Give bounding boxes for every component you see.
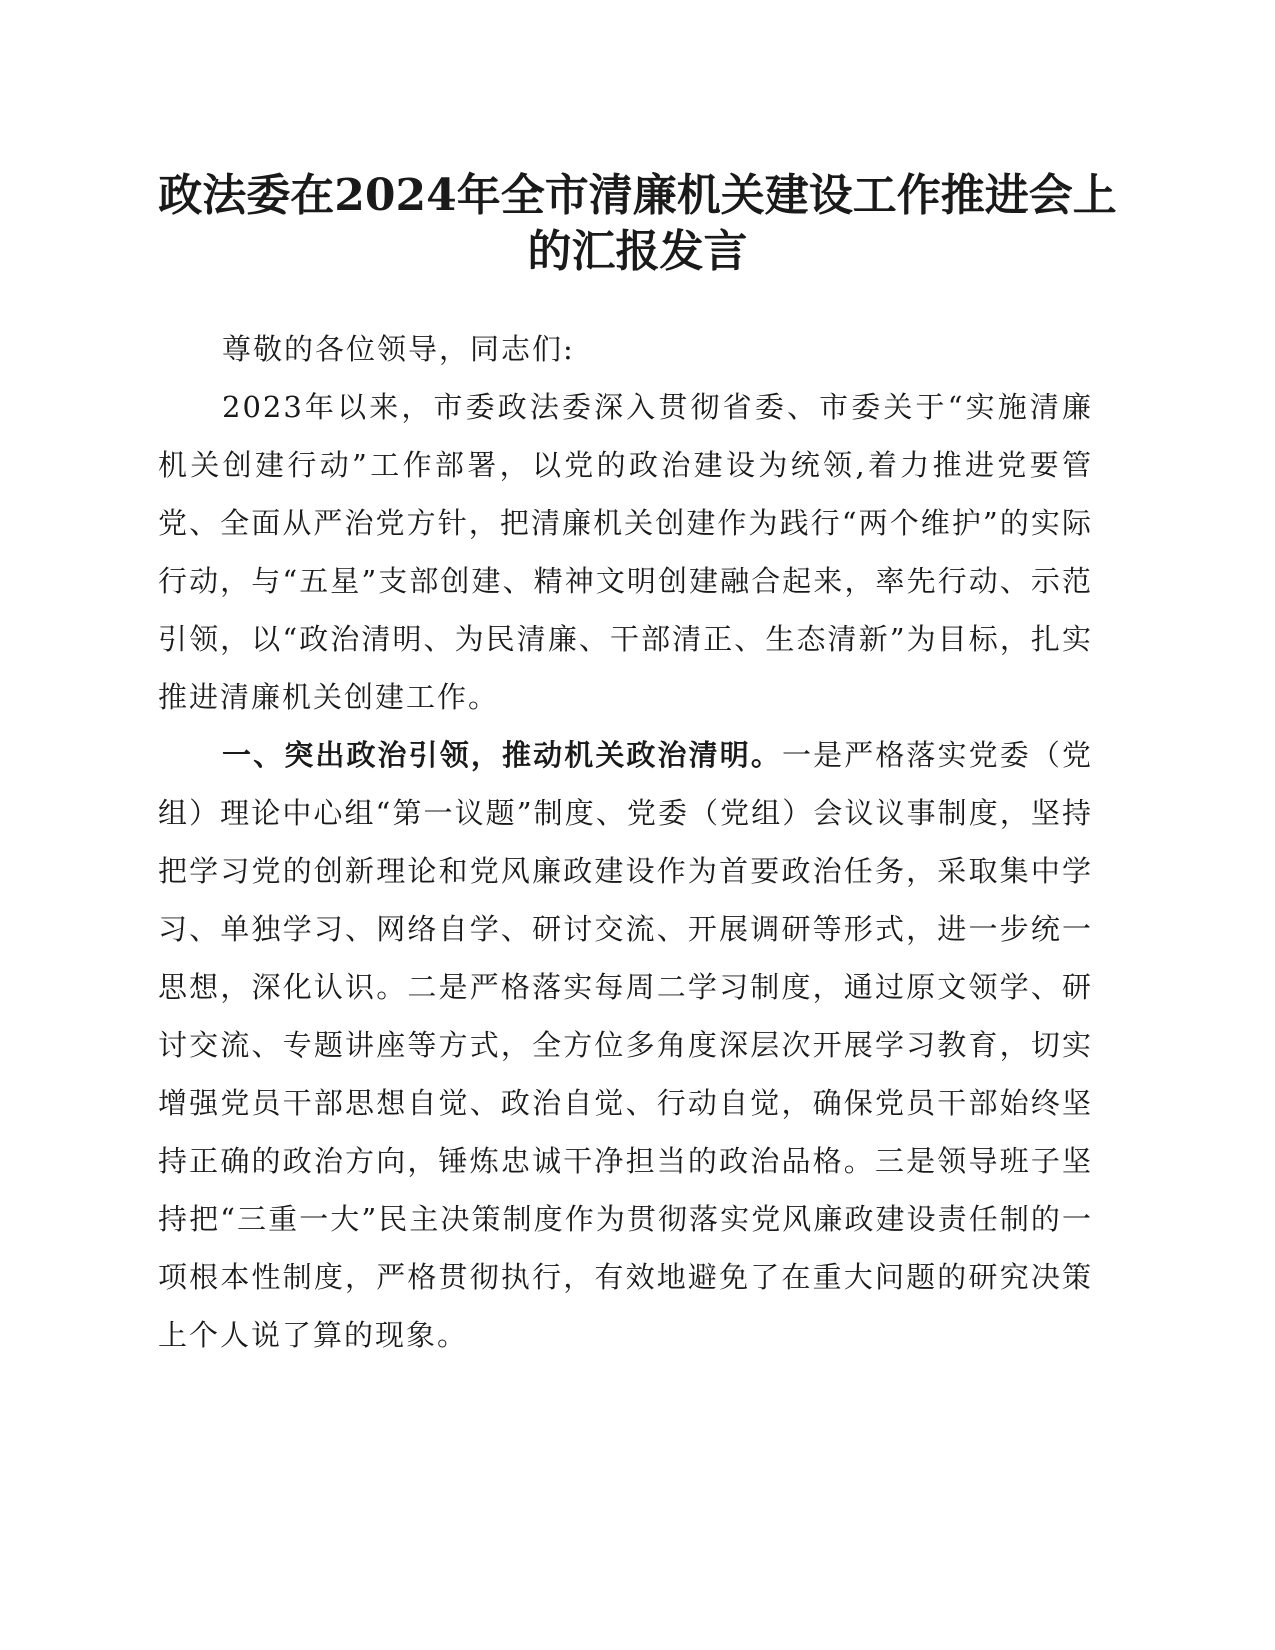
document-body xyxy=(158,320,1093,1364)
salutation-paragraph: 尊敬的各位领导，同志们: xyxy=(222,332,575,366)
section-1-heading: 一、突出政治引领，推动机关政治清明。 xyxy=(222,738,782,772)
document-title: 政法委在2024年全市清廉机关建设工作推进会上的汇报发言 xyxy=(158,170,1117,277)
section-1-body: 一是严格落实党委（党组）理论中心组“第一议题”制度、党委（党组）会议议事制度，坚持把学习党的创新理论和党风廉政建设作为首要政治任务，采取集中学习、单独学习、网络自学、研讨交流、开展调研等形式，进一步统一思想，深化认识。二是严格落实每周二学习制度，通过原文领学、研讨交流、专题讲座等方式，全方位多角度深层次开展学习教育，切实增强党员干部思想自觉、政治自觉、行动自觉，确保党员干部始终坚持正确的政治方向，锤炼忠诚干净担当的政治品格。三是领导班子坚持把“三重一大”民主决策制度作为贯彻落实党风廉政建设责任制的一项根本性制度，严格贯彻执行，有效地避免了在重大问题的研究决策上个人说了算的现象。 xyxy=(158,738,1093,1352)
intro-paragraph: 2023年以来，市委政法委深入贯彻省委、市委关于“实施清廉机关创建行动”工作部署，以党的政治建设为统领,着力推进党要管党、全面从严治党方针，把清廉机关创建作为践行“两个维护”的实际行动，与“五星”支部创建、精神文明创建融合起来，率先行动、示范引领，以“政治清明、为民清廉、干部清正、生态清新”为目标，扎实推进清廉机关创建工作。 xyxy=(158,390,1093,714)
section-1-paragraph xyxy=(158,726,1093,1364)
